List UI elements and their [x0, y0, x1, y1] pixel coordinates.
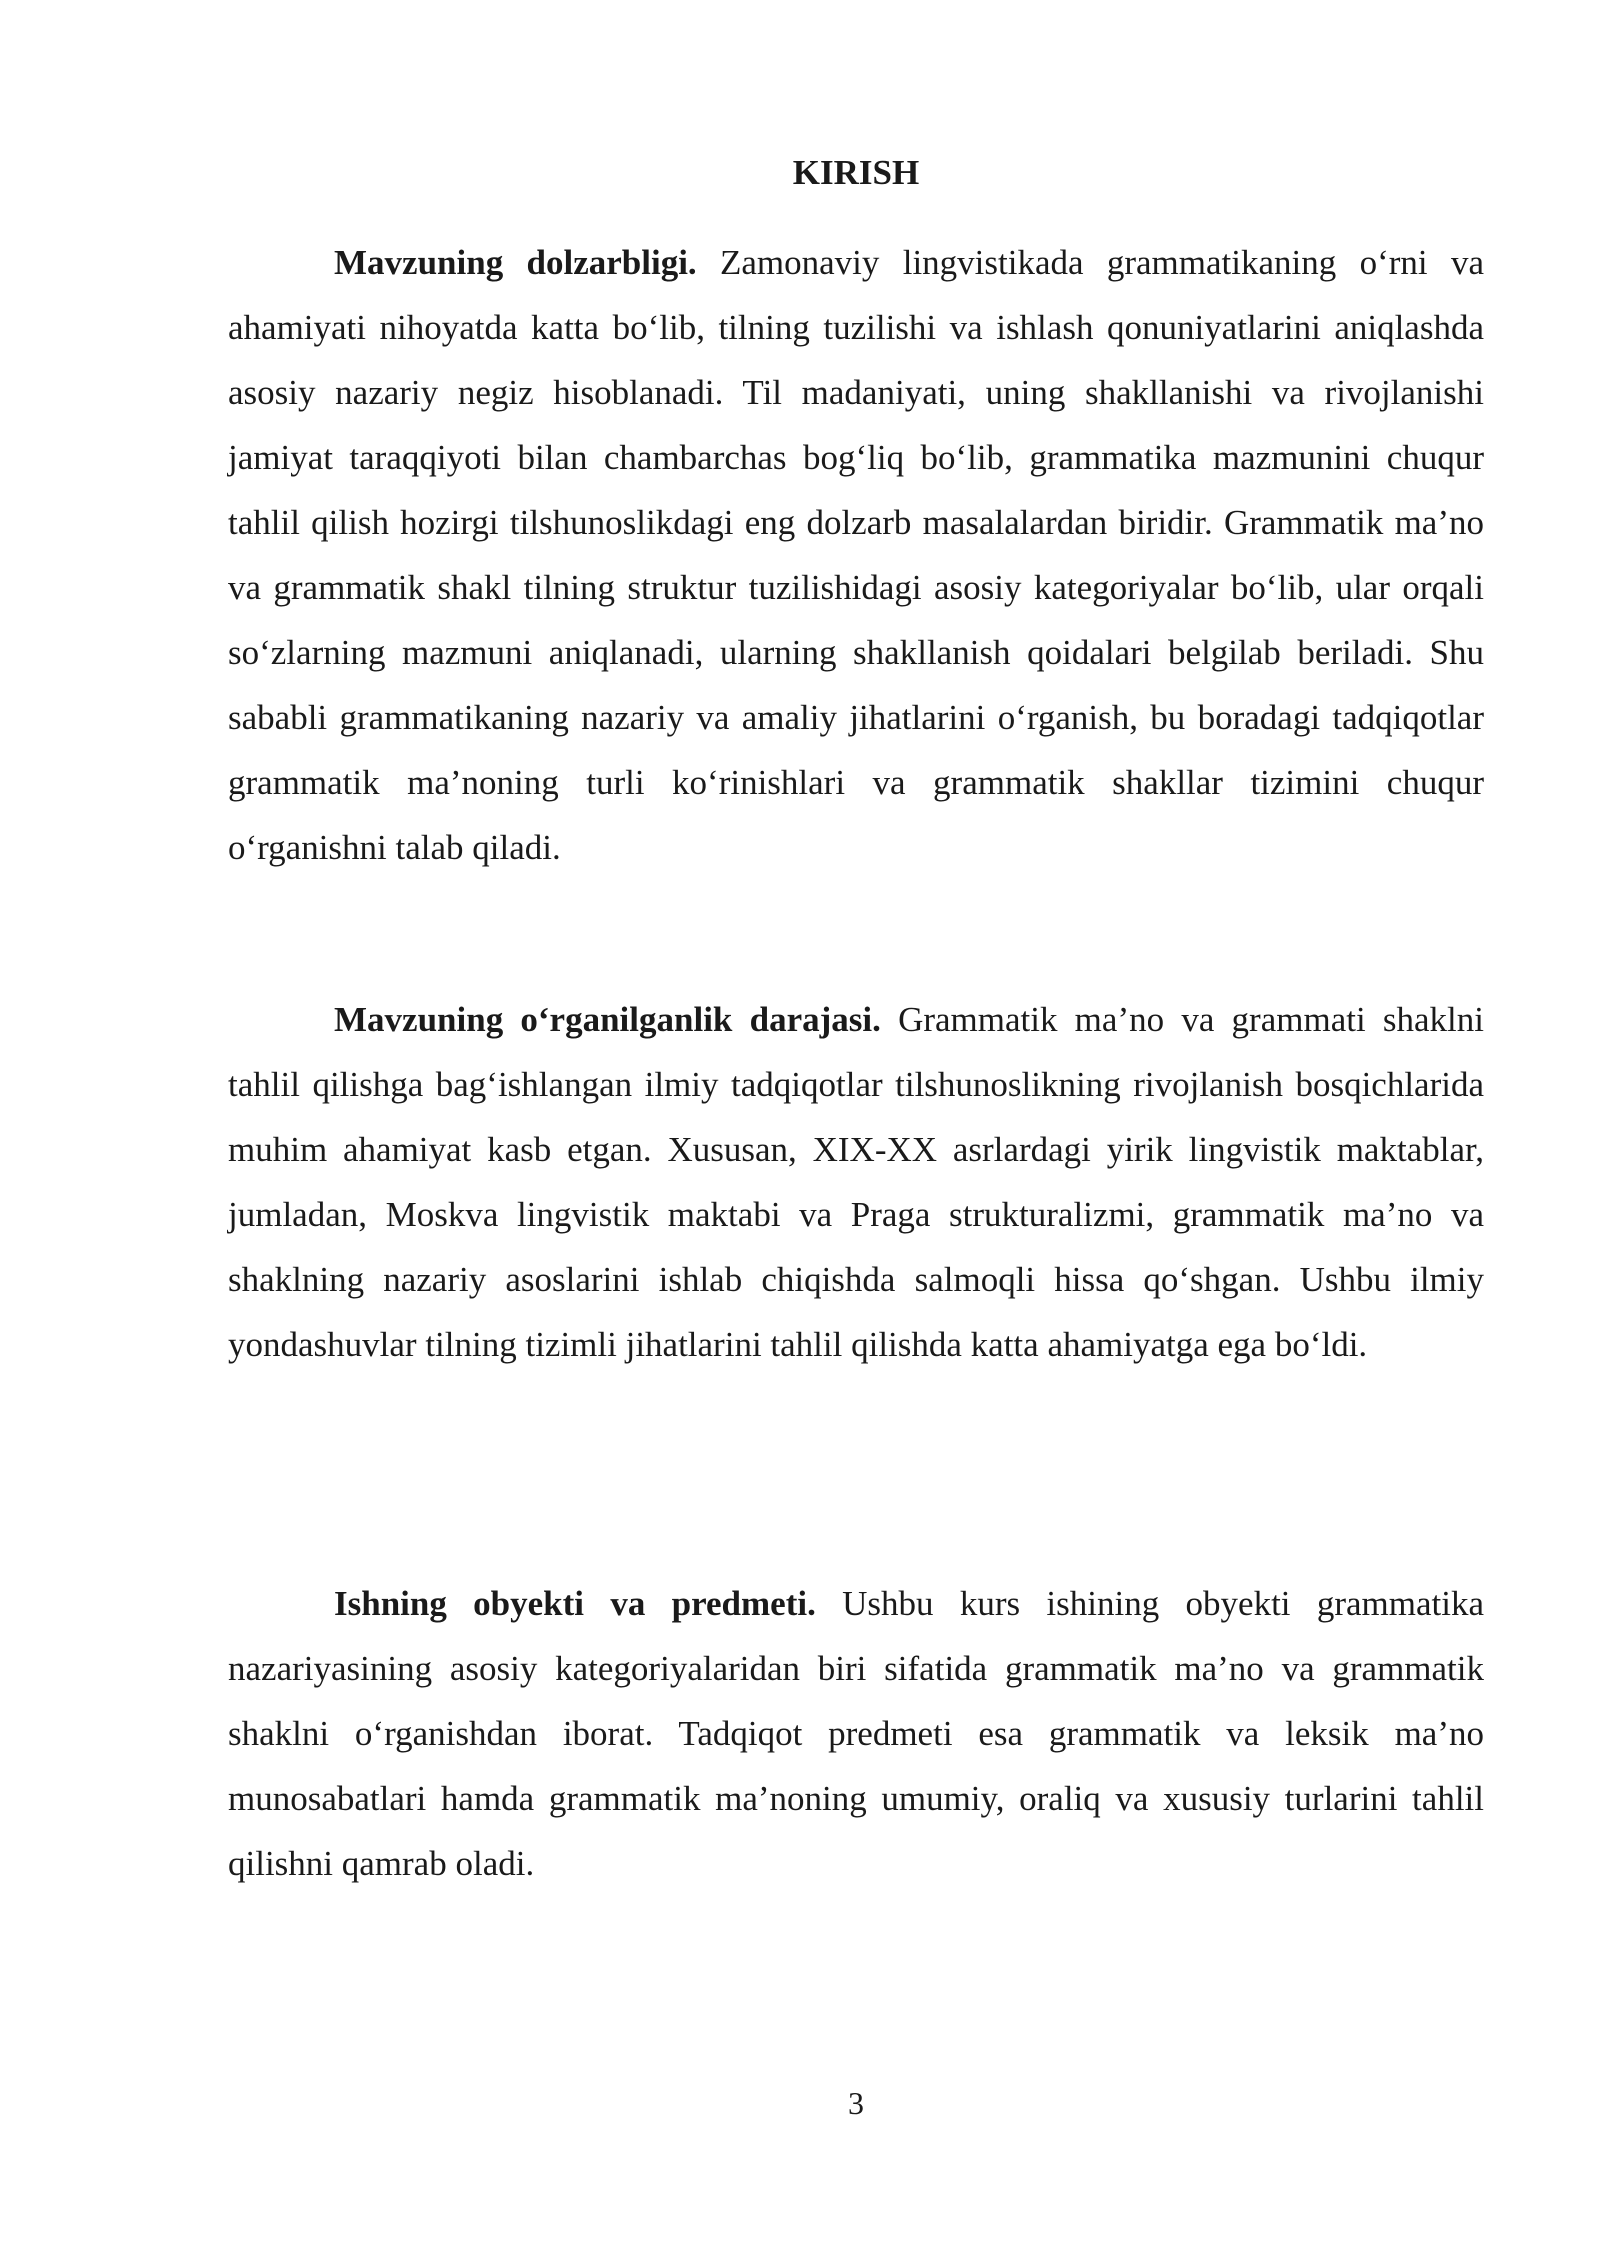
paragraph-lead: Mavzuning dolzarbligi.: [334, 243, 697, 282]
paragraph-relevance: [228, 230, 1484, 880]
paragraph-object-subject: [228, 1571, 1484, 1896]
paragraph-text: Ushbu kurs ishining obyekti grammatika nazariyasining asosiy kategoriyalaridan biri sifatida grammatik ma’no va grammatik shaklni o‘rganishdan iborat. Tadqiqot predmeti esa grammatik va leksik ma’no munosabatlari hamda grammatik ma’noning umumiy, oraliq va xususiy turlarini tahlil qilishni qamrab oladi.: [228, 1584, 1484, 1883]
paragraph-text: Zamonaviy lingvistikada grammatikaning o‘rni va ahamiyati nihoyatda katta bo‘lib, tilning tuzilishi va ishlash qonuniyatlarini aniqlashda asosiy nazariy negiz hisoblanadi. Til madaniyati, uning shakllanishi va rivojlanishi jamiyat taraqqiyoti bilan chambarchas bog‘liq bo‘lib, grammatika mazmunini chuqur tahlil qilish hozirgi tilshunoslikdagi eng dolzarb masalalardan biridir. Grammatik ma’no va grammatik shakl tilning struktur tuzilishidagi asosiy kategoriyalar bo‘lib, ular orqali so‘zlarning mazmuni aniqlanadi, ularning shakllanish qoidalari belgilab beriladi. Shu sababli grammatikaning nazariy va amaliy jihatlarini o‘rganish, bu boradagi tadqiqotlar grammatik ma’noning turli ko‘rinishlari va grammatik shakllar tizimini chuqur o‘rganishni talab qiladi.: [228, 243, 1484, 867]
paragraph-lead: Mavzuning o‘rganilganlik darajasi.: [334, 1000, 881, 1039]
page-number: 3: [848, 2085, 864, 2121]
page-title: KIRISH: [792, 153, 920, 192]
paragraph-text: Grammatik ma’no va grammati shaklni tahlil qilishga bag‘ishlangan ilmiy tadqiqotlar tilshunoslikning rivojlanish bosqichlarida muhim ahamiyat kasb etgan. Xususan, XIX-XX asrlardagi yirik lingvistik maktablar, jumladan, Moskva lingvistik maktabi va Praga strukturalizmi, grammatik ma’no va shaklning nazariy asoslarini ishlab chiqishda salmoqli hissa qo‘shgan. Ushbu ilmiy yondashuvlar tilning tizimli jihatlarini tahlil qilishda katta ahamiyatga ega bo‘ldi.: [228, 1000, 1485, 1364]
paragraph-study-level: [228, 987, 1484, 1377]
paragraph-lead: Ishning obyekti va predmeti.: [334, 1584, 816, 1623]
